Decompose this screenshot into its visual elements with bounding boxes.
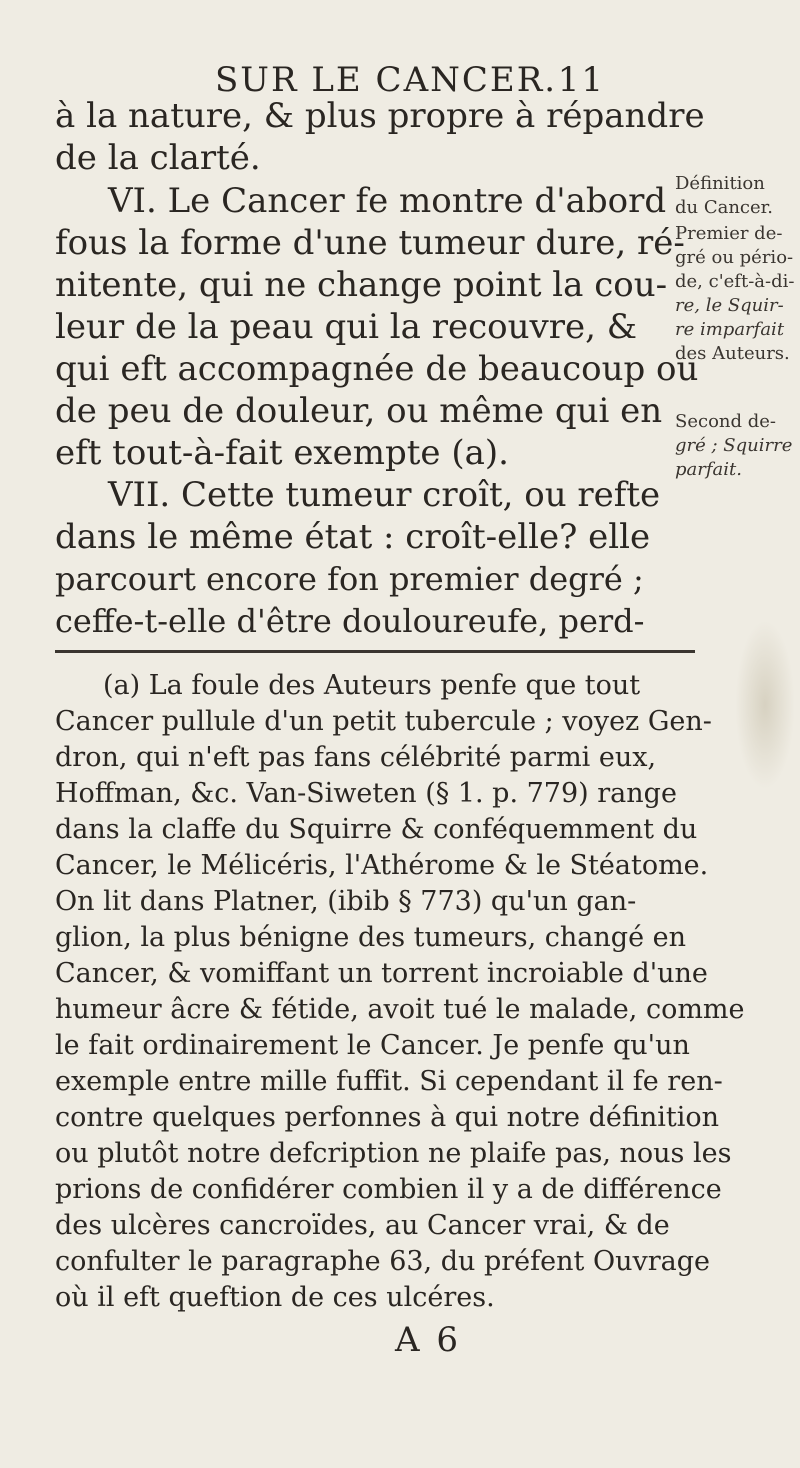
running-header [215,60,605,100]
margin-note: re, le Squir- [675,295,784,316]
body-line: de la clarté. [55,138,261,178]
footnote-line: où il eft queftion de ces ulcéres. [55,1282,495,1313]
margin-note: des Auteurs. [675,343,790,364]
margin-note: gré ou pério- [675,247,794,268]
body-line: eft tout-à-fait exempte (a). [55,433,509,473]
header-title: SUR LE CANCER. [215,60,558,100]
footnote-line: des ulcères cancroïdes, au Cancer vrai, & de [55,1210,670,1241]
footnote-line: (a) La foule des Auteurs penfe que tout [103,670,641,701]
footnote-line: dans la claffe du Squirre & conféquemment du [55,814,698,845]
footnote-line: humeur âcre & fétide, avoit tué le malade, comme [55,994,745,1025]
footnote-divider [55,650,695,653]
footnote-line: Hoffman, &c. Van-Siweten (§ 1. p. 779) range [55,778,677,809]
body-line: fous la forme d'une tumeur dure, ré- [55,223,685,263]
footnote-line: le fait ordinairement le Cancer. Je penfe qu'un [55,1030,690,1061]
footnote-line: Cancer, & vomiffant un torrent incroiable d'une [55,958,708,989]
body-line: nitente, qui ne change point la cou- [55,265,668,305]
body-line: dans le même état : croît-elle? elle [55,517,651,557]
footnote-line: Cancer, le Mélicéris, l'Athérome & le Stéatome. [55,850,709,881]
body-line: parcourt encore fon premier degré ; [55,560,644,598]
margin-note: de, c'eft-à-di- [675,271,795,292]
body-line: leur de la peau qui la recouvre, & [55,307,638,347]
footnote-line: confulter le paragraphe 63, du préfent Ouvrage [55,1246,710,1277]
footnote-line: contre quelques perfonnes à qui notre définition [55,1102,720,1133]
paper-stain [735,620,795,790]
footnote-line: glion, la plus bénigne des tumeurs, changé en [55,922,686,953]
body-line: ceffe-t-elle d'être douloureufe, perd- [55,602,645,640]
body-line: à la nature, & plus propre à répandre [55,96,705,136]
footnote-line: Cancer pullule d'un petit tubercule ; voyez Gen- [55,706,712,737]
body-line: VI. Le Cancer fe montre d'abord [108,181,667,221]
margin-note: Second de- [675,411,776,432]
footnote-line: exemple entre mille fuffit. Si cependant il fe ren- [55,1066,723,1097]
body-line: qui eft accompagnée de beaucoup ou [55,349,699,389]
signature-mark: A 6 [395,1320,461,1360]
margin-note: Premier de- [675,223,783,244]
margin-note: re imparfait [675,319,785,340]
margin-note: Définition [675,173,765,194]
margin-note: du Cancer. [675,197,774,218]
footnote-line: dron, qui n'eft pas fans célébrité parmi eux, [55,742,657,773]
body-line: de peu de douleur, ou même qui en [55,391,663,431]
page-number: 11 [557,60,605,100]
margin-note: parfait. [675,459,742,480]
footnote-line: prions de confidérer combien il y a de différence [55,1174,722,1205]
body-line: VII. Cette tumeur croît, ou refte [108,475,661,515]
footnote-line: On lit dans Platner, (ibib § 773) qu'un gan- [55,886,637,917]
footnote-line: ou plutôt notre defcription ne plaife pas, nous les [55,1138,732,1169]
margin-note: gré ; Squirre [675,435,793,456]
